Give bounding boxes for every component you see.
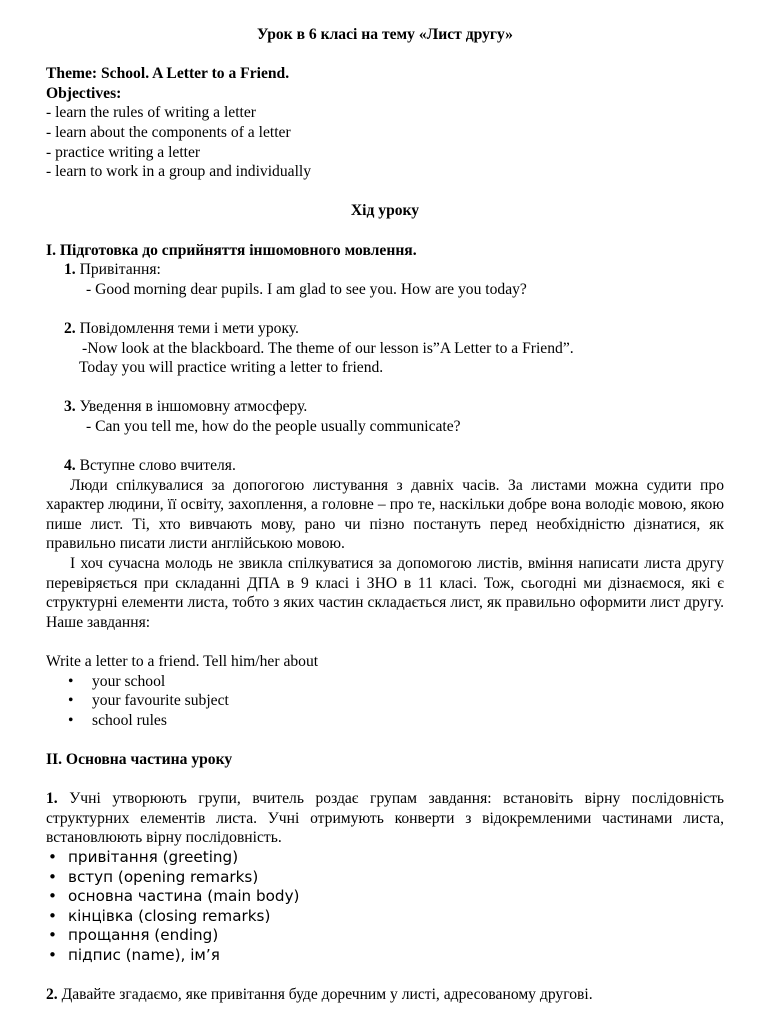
- teacher-intro-paragraph: І хоч сучасна молодь не звикла спілкуватися за допомогою листів, вміння написати листа другу перевіряється при складанні ДПА в 9 класі і ЗНО в 11 класі. Тож, сьогодні ми дізнаємося, які є структурні елементи листа, тобто з яких частин складається лист, як правильно оформити лист другу. Наше завдання:: [46, 555, 724, 631]
- item-number: 1.: [64, 261, 76, 279]
- objective-item: - learn the rules of writing a letter: [46, 104, 256, 122]
- item-title: Вступне слово вчителя.: [79, 457, 236, 475]
- teacher-intro-paragraph: Люди спілкувалися за допогогою листування з давніх часів. За листами можна судити про характер людини, її освіту, захоплення, а головне – про те, наскільки добре вона володіє мовою, якою пише лист. Ті, хто вивчають мову, рано чи пізно постануть перед необхідністю дізнатися, як правильно писати листи англійською мовою.: [46, 476, 724, 553]
- objectives-label: Objectives:: [46, 84, 122, 102]
- section1-item3: [46, 397, 724, 417]
- list-item: • підпис (name), ім’я: [46, 946, 724, 966]
- item-number: 1.: [46, 790, 58, 808]
- item-text: Давайте згадаємо, яке привітання буде доречним у листі, адресованому другові.: [61, 986, 593, 1004]
- document-title: Урок в 6 класі на тему «Лист другу»: [257, 26, 513, 43]
- list-item: • your school: [46, 672, 724, 692]
- theme-announcement: -Now look at the blackboard. The theme of our lesson is”A Letter to a Friend”.: [82, 339, 574, 357]
- task-intro: Write a letter to a friend. Tell him/her about: [46, 653, 319, 670]
- list-item: • основна частина (main body): [46, 887, 724, 907]
- theme-announcement-continued: Today you will practice writing a letter to friend.: [79, 359, 384, 377]
- letter-parts-list: [46, 848, 724, 966]
- list-item: • привітання (greeting): [46, 848, 724, 868]
- item-text: Учні утворюють групи, вчитель роздає групам завдання: встановіть вірну послідовність структурних елементів листа. Учні отримують конверти з відокремленими частинами листа, встановлюють вірну послідовність.: [46, 790, 724, 847]
- item-number: 4.: [64, 457, 76, 475]
- objectives-list: [46, 103, 724, 181]
- item-title: Привітання:: [79, 261, 161, 279]
- task-list: [46, 672, 724, 731]
- section1-item4: [46, 456, 724, 476]
- list-item: • кінцівка (closing remarks): [46, 907, 724, 927]
- course-heading: Хід уроку: [350, 202, 420, 220]
- section1-item1: [46, 260, 724, 280]
- item-title: Повідомлення теми і мети уроку.: [79, 319, 299, 337]
- list-item: • прощання (ending): [46, 926, 724, 946]
- objective-item: - practice writing a letter: [46, 143, 201, 161]
- section2-heading: II. Основна частина уроку: [46, 750, 233, 768]
- item-title: Уведення в іншомовну атмосферу.: [79, 398, 308, 416]
- objective-item: - learn to work in a group and individually: [46, 163, 312, 181]
- item-number: 3.: [64, 398, 76, 416]
- item-number: 2.: [46, 986, 58, 1004]
- greeting-text: - Good morning dear pupils. I am glad to see you. How are you today?: [86, 280, 527, 298]
- theme-line: Theme: School. A Letter to a Friend.: [46, 65, 290, 83]
- list-item: • вступ (opening remarks): [46, 868, 724, 888]
- atmosphere-question: - Can you tell me, how do the people usually communicate?: [86, 417, 461, 435]
- objective-item: - learn about the components of a letter: [46, 123, 291, 141]
- list-item: • school rules: [46, 711, 724, 731]
- section2-item2: [46, 985, 724, 1005]
- list-item: • your favourite subject: [46, 691, 724, 711]
- section2-item1: [46, 789, 724, 848]
- section1-heading: I. Підготовка до сприйняття іншомовного мовлення.: [46, 241, 417, 259]
- section1-item2: [46, 319, 724, 339]
- item-number: 2.: [64, 319, 76, 337]
